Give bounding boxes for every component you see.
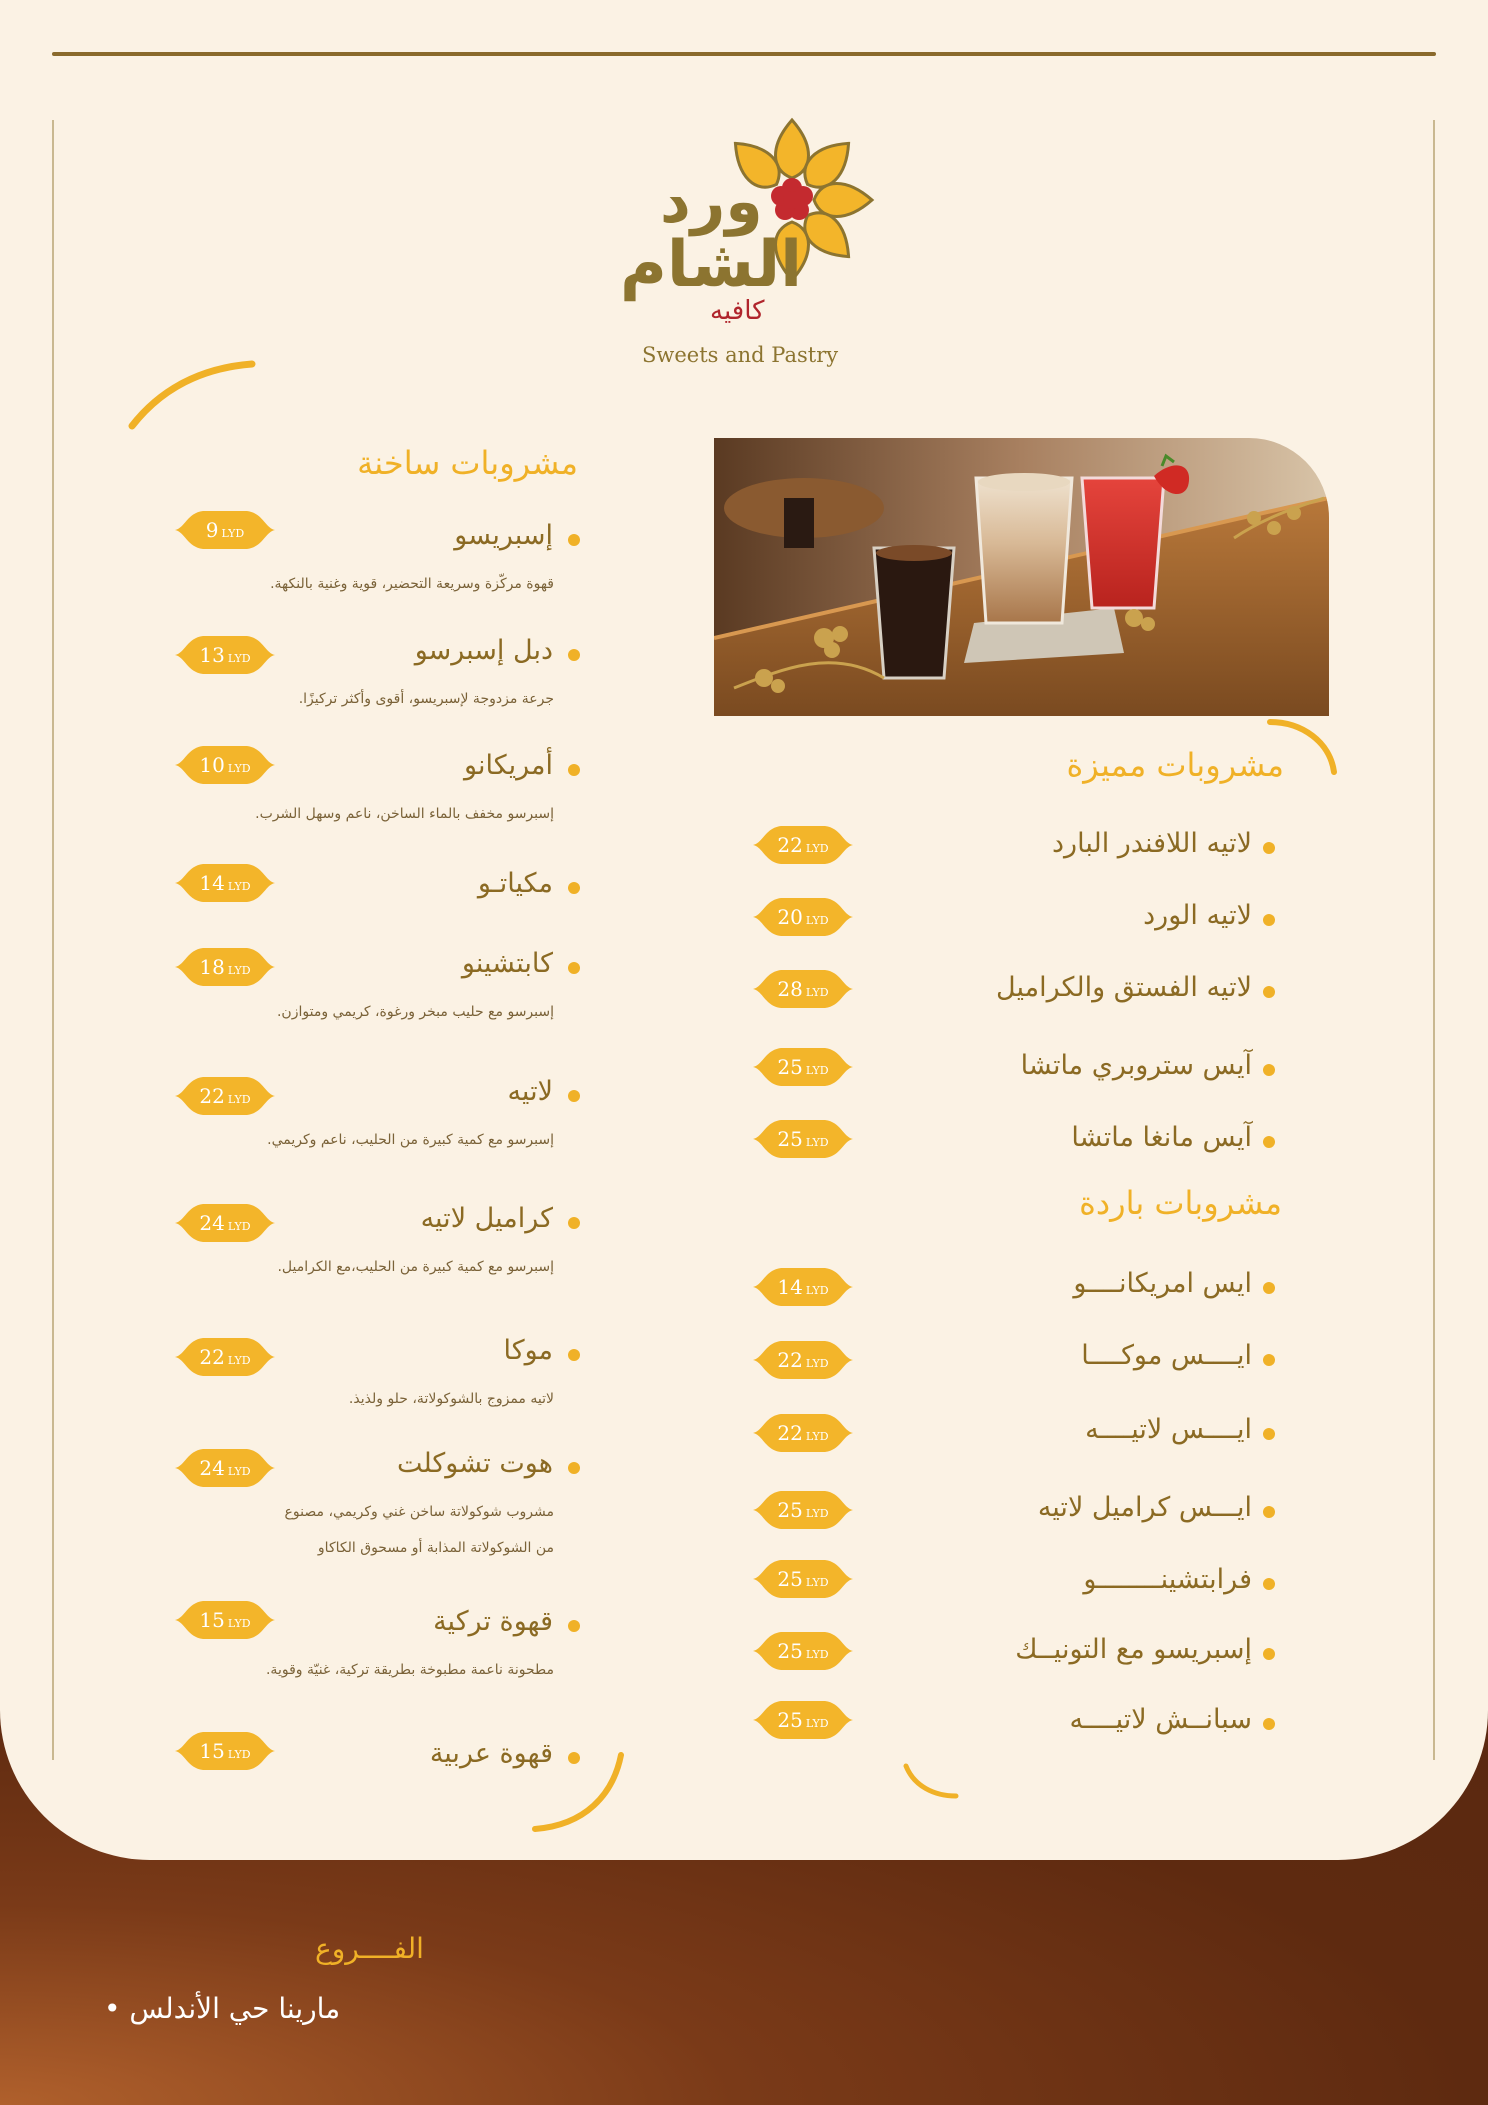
bullet-icon <box>568 1752 580 1764</box>
menu-item-name: هوت تشوكلت <box>396 1448 553 1479</box>
bullet-icon <box>568 1620 580 1632</box>
bullet-icon <box>1263 1136 1275 1148</box>
bullet-icon <box>1263 986 1275 998</box>
branch-bullet-icon: • <box>104 1992 121 2025</box>
price-currency: LYD <box>227 1465 251 1478</box>
branches-title: الفــــروع <box>315 1932 424 1965</box>
price-tag <box>173 1334 277 1380</box>
price-currency: LYD <box>227 1748 251 1761</box>
price-text <box>751 1337 855 1383</box>
price-text <box>173 632 277 678</box>
price-value: 25 <box>777 1567 803 1591</box>
price-tag <box>173 860 277 906</box>
logo-name-line1: ورد <box>660 167 763 237</box>
price-text <box>173 742 277 788</box>
price-value: 20 <box>777 905 803 929</box>
price-currency: LYD <box>805 1507 829 1520</box>
menu-item-name: كابتشينو <box>461 948 553 979</box>
price-tag <box>173 1200 277 1246</box>
price-text <box>173 1728 277 1774</box>
price-value: 22 <box>777 1348 803 1372</box>
price-value: 25 <box>777 1127 803 1151</box>
drinks-illustration <box>714 438 1329 716</box>
price-text <box>173 1200 277 1246</box>
price-value: 22 <box>199 1084 225 1108</box>
price-currency: LYD <box>227 1354 251 1367</box>
price-currency: LYD <box>805 1064 829 1077</box>
price-currency: LYD <box>227 652 251 665</box>
menu-item-name: لاتيه اللافندر البارد <box>1052 828 1252 859</box>
menu-item-description: من الشوكولاتة المذابة أو مسحوق الكاكاو <box>317 1540 554 1556</box>
menu-item-name: قهوة عربية <box>429 1738 553 1769</box>
price-text <box>751 1264 855 1310</box>
menu-item-name: فرابتشينــــــــو <box>1083 1564 1252 1595</box>
menu-item-name: ايــــس موكــــا <box>1081 1340 1252 1371</box>
price-text <box>751 1556 855 1602</box>
menu-item-name: ايس امريكانــــو <box>1073 1268 1252 1299</box>
bullet-icon <box>1263 1354 1275 1366</box>
price-tag <box>751 894 855 940</box>
price-value: 28 <box>777 977 803 1001</box>
price-text <box>751 1410 855 1456</box>
menu-item-name: ايـــس كراميل لاتيه <box>1037 1492 1252 1523</box>
price-tag <box>173 1728 277 1774</box>
price-value: 24 <box>199 1456 225 1480</box>
decorative-arc-top-left <box>120 350 260 440</box>
menu-item-name: قهوة تركية <box>433 1606 553 1637</box>
menu-item-name: كراميل لاتيه <box>420 1203 553 1234</box>
hot-drinks-title: مشروبات ساخنة <box>357 444 578 482</box>
price-tag <box>751 822 855 868</box>
price-text <box>751 1628 855 1674</box>
price-value: 22 <box>777 1421 803 1445</box>
price-value: 15 <box>199 1608 225 1632</box>
bullet-icon <box>568 962 580 974</box>
left-rule <box>52 120 54 1760</box>
logo-tagline: Sweets and Pastry <box>642 343 839 367</box>
price-tag <box>751 1410 855 1456</box>
menu-item-name: مكياتـو <box>477 868 553 899</box>
price-tag <box>173 507 277 553</box>
bullet-icon <box>1263 1282 1275 1294</box>
menu-item-description: إسبرسو مخفف بالماء الساخن، ناعم وسهل الشرب. <box>255 806 554 822</box>
menu-item-description: إسبرسو مع كمية كبيرة من الحليب، ناعم وكريمي. <box>267 1132 554 1148</box>
menu-item-description: لاتيه ممزوج بالشوكولاتة، حلو ولذيذ. <box>348 1391 554 1407</box>
price-currency: LYD <box>805 842 829 855</box>
price-currency: LYD <box>227 1220 251 1233</box>
price-value: 18 <box>199 955 225 979</box>
menu-item-description: جرعة مزدوجة لإسبريسو، أقوى وأكثر تركيزًا. <box>298 691 554 707</box>
bullet-icon <box>1263 1064 1275 1076</box>
bullet-icon <box>1263 914 1275 926</box>
price-value: 22 <box>199 1345 225 1369</box>
price-tag <box>751 1337 855 1383</box>
price-currency: LYD <box>221 527 245 540</box>
price-text <box>751 894 855 940</box>
menu-item-name: أمريكانو <box>464 750 553 781</box>
price-currency: LYD <box>805 1430 829 1443</box>
price-value: 14 <box>199 871 225 895</box>
price-text <box>751 1487 855 1533</box>
bullet-icon <box>1263 1428 1275 1440</box>
price-value: 9 <box>205 518 219 542</box>
special-drinks-title: مشروبات مميزة <box>1066 746 1284 784</box>
drinks-photo <box>714 438 1329 716</box>
price-tag <box>751 1556 855 1602</box>
price-text <box>173 944 277 990</box>
price-value: 10 <box>199 753 225 777</box>
menu-item-name: لاتيه الفستق والكراميل <box>996 972 1252 1003</box>
price-currency: LYD <box>227 964 251 977</box>
bullet-icon <box>568 1217 580 1229</box>
menu-item-description: قهوة مركّزة وسريعة التحضير، قوية وغنية بالنكهة. <box>270 576 554 592</box>
logo-subtitle: كافيه <box>710 296 765 326</box>
price-value: 25 <box>777 1639 803 1663</box>
cafe-logo <box>600 110 900 380</box>
price-currency: LYD <box>805 1576 829 1589</box>
menu-item-description: مطحونة ناعمة مطبوخة بطريقة تركية، غنيّة وقوية. <box>265 1662 554 1678</box>
menu-item-name: سبانــش لاتيــــه <box>1069 1704 1252 1735</box>
menu-item-name: دبل إسبرسو <box>414 635 553 666</box>
price-tag <box>173 944 277 990</box>
price-tag <box>173 742 277 788</box>
menu-item-name: إسبريسو <box>454 520 553 551</box>
price-text <box>173 1073 277 1119</box>
price-currency: LYD <box>227 1617 251 1630</box>
bullet-icon <box>568 882 580 894</box>
price-currency: LYD <box>805 1136 829 1149</box>
price-text <box>173 1445 277 1491</box>
price-tag <box>173 1445 277 1491</box>
menu-item-description: إسبرسو مع كمية كبيرة من الحليب،مع الكراميل. <box>277 1259 554 1275</box>
menu-item-name: آيس مانغا ماتشا <box>1071 1122 1252 1153</box>
price-text <box>751 1116 855 1162</box>
bullet-icon <box>1263 1718 1275 1730</box>
price-tag <box>751 1116 855 1162</box>
price-text <box>751 1697 855 1743</box>
price-text <box>173 507 277 553</box>
price-text <box>173 860 277 906</box>
menu-item-description: إسبرسو مع حليب مبخر ورغوة، كريمي ومتوازن. <box>276 1004 554 1020</box>
price-value: 15 <box>199 1739 225 1763</box>
price-currency: LYD <box>805 1357 829 1370</box>
price-value: 24 <box>199 1211 225 1235</box>
bullet-icon <box>568 649 580 661</box>
branch-name: مارينا حي الأندلس <box>129 1992 341 2025</box>
bullet-icon <box>568 1090 580 1102</box>
price-currency: LYD <box>805 1717 829 1730</box>
right-rule <box>1433 120 1435 1760</box>
menu-item-name: إسبريسو مع التونيــك <box>1015 1634 1252 1665</box>
menu-item-name: موكا <box>503 1335 553 1366</box>
bullet-icon <box>568 764 580 776</box>
price-text <box>751 822 855 868</box>
price-tag <box>751 1487 855 1533</box>
price-tag <box>751 1628 855 1674</box>
price-tag <box>173 632 277 678</box>
menu-item-description: مشروب شوكولاتة ساخن غني وكريمي، مصنوع <box>284 1504 554 1520</box>
bullet-icon <box>568 1462 580 1474</box>
price-currency: LYD <box>805 914 829 927</box>
price-text <box>751 1044 855 1090</box>
price-currency: LYD <box>805 1284 829 1297</box>
logo-name-line2: الشام <box>620 228 803 302</box>
price-value: 25 <box>777 1498 803 1522</box>
price-tag <box>751 1264 855 1310</box>
branch-item <box>104 1992 340 2025</box>
menu-item-name: لاتيه <box>507 1076 553 1107</box>
price-text <box>173 1597 277 1643</box>
price-text <box>173 1334 277 1380</box>
price-currency: LYD <box>805 1648 829 1661</box>
menu-item-name: لاتيه الورد <box>1143 900 1252 931</box>
price-currency: LYD <box>227 1093 251 1106</box>
price-value: 25 <box>777 1708 803 1732</box>
menu-item-name: ايــــس لاتيــــه <box>1085 1414 1252 1445</box>
price-currency: LYD <box>227 762 251 775</box>
bullet-icon <box>1263 1578 1275 1590</box>
price-tag <box>751 966 855 1012</box>
price-tag <box>173 1597 277 1643</box>
bullet-icon <box>1263 1648 1275 1660</box>
price-currency: LYD <box>805 986 829 999</box>
top-rule <box>52 52 1436 56</box>
price-value: 25 <box>777 1055 803 1079</box>
price-value: 14 <box>777 1275 803 1299</box>
decorative-arc-bottom-right <box>900 1758 970 1808</box>
price-text <box>751 966 855 1012</box>
price-tag <box>751 1697 855 1743</box>
cold-drinks-title: مشروبات باردة <box>1079 1184 1282 1222</box>
price-currency: LYD <box>227 880 251 893</box>
bullet-icon <box>568 1349 580 1361</box>
bullet-icon <box>568 534 580 546</box>
price-value: 22 <box>777 833 803 857</box>
price-tag <box>751 1044 855 1090</box>
menu-item-name: آيس ستروبري ماتشا <box>1020 1050 1252 1081</box>
bullet-icon <box>1263 1506 1275 1518</box>
price-value: 13 <box>199 643 225 667</box>
price-tag <box>173 1073 277 1119</box>
bullet-icon <box>1263 842 1275 854</box>
